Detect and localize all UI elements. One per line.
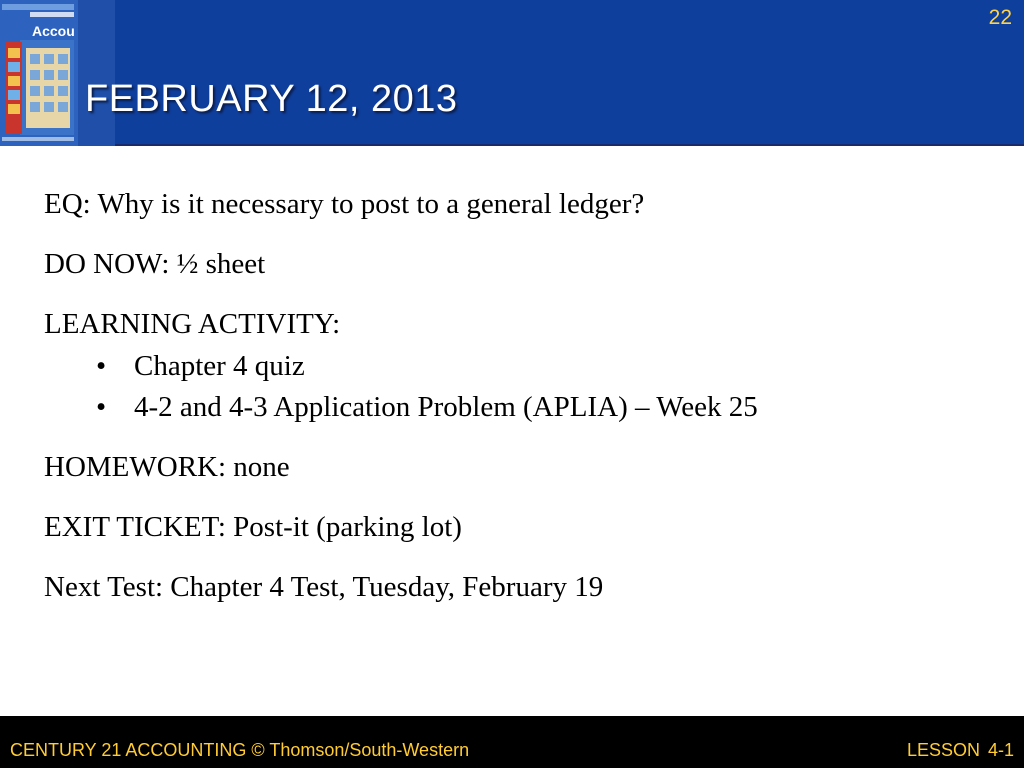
footer-course-title: CENTURY 21 ACCOUNTING © Thomson/South-Western [10, 740, 470, 760]
slide-footer [0, 716, 1024, 768]
list-item [44, 389, 1004, 425]
textbook-cover-image [0, 0, 115, 146]
list-item-text: 4-2 and 4-3 Application Problem (APLIA) – Week 25 [134, 391, 758, 423]
learning-activity-heading: LEARNING ACTIVITY: [44, 308, 341, 340]
exit-ticket: EXIT TICKET: Post-it (parking lot) [44, 511, 462, 543]
learning-activity-list [44, 348, 1004, 425]
lesson-label: LESSON [906, 740, 980, 760]
page-title: FEBRUARY 12, 2013 [85, 78, 458, 120]
slide-body [44, 186, 1004, 629]
footer-lesson [907, 740, 1014, 761]
next-test: Next Test: Chapter 4 Test, Tuesday, February 19 [44, 571, 604, 603]
bullet-icon: • [96, 391, 107, 423]
bullet-icon: • [96, 350, 107, 382]
lesson-number: 4-1 [987, 740, 1014, 760]
do-now: DO NOW: ½ sheet [44, 248, 266, 280]
homework: HOMEWORK: none [44, 451, 290, 483]
list-item-text: Chapter 4 quiz [134, 350, 305, 382]
cover-title-text: Accou [32, 23, 75, 39]
slide-header [0, 0, 1024, 146]
essential-question: EQ: Why is it necessary to post to a general ledger? [44, 188, 645, 220]
slide-number: 22 [988, 6, 1012, 29]
list-item [44, 348, 1004, 384]
